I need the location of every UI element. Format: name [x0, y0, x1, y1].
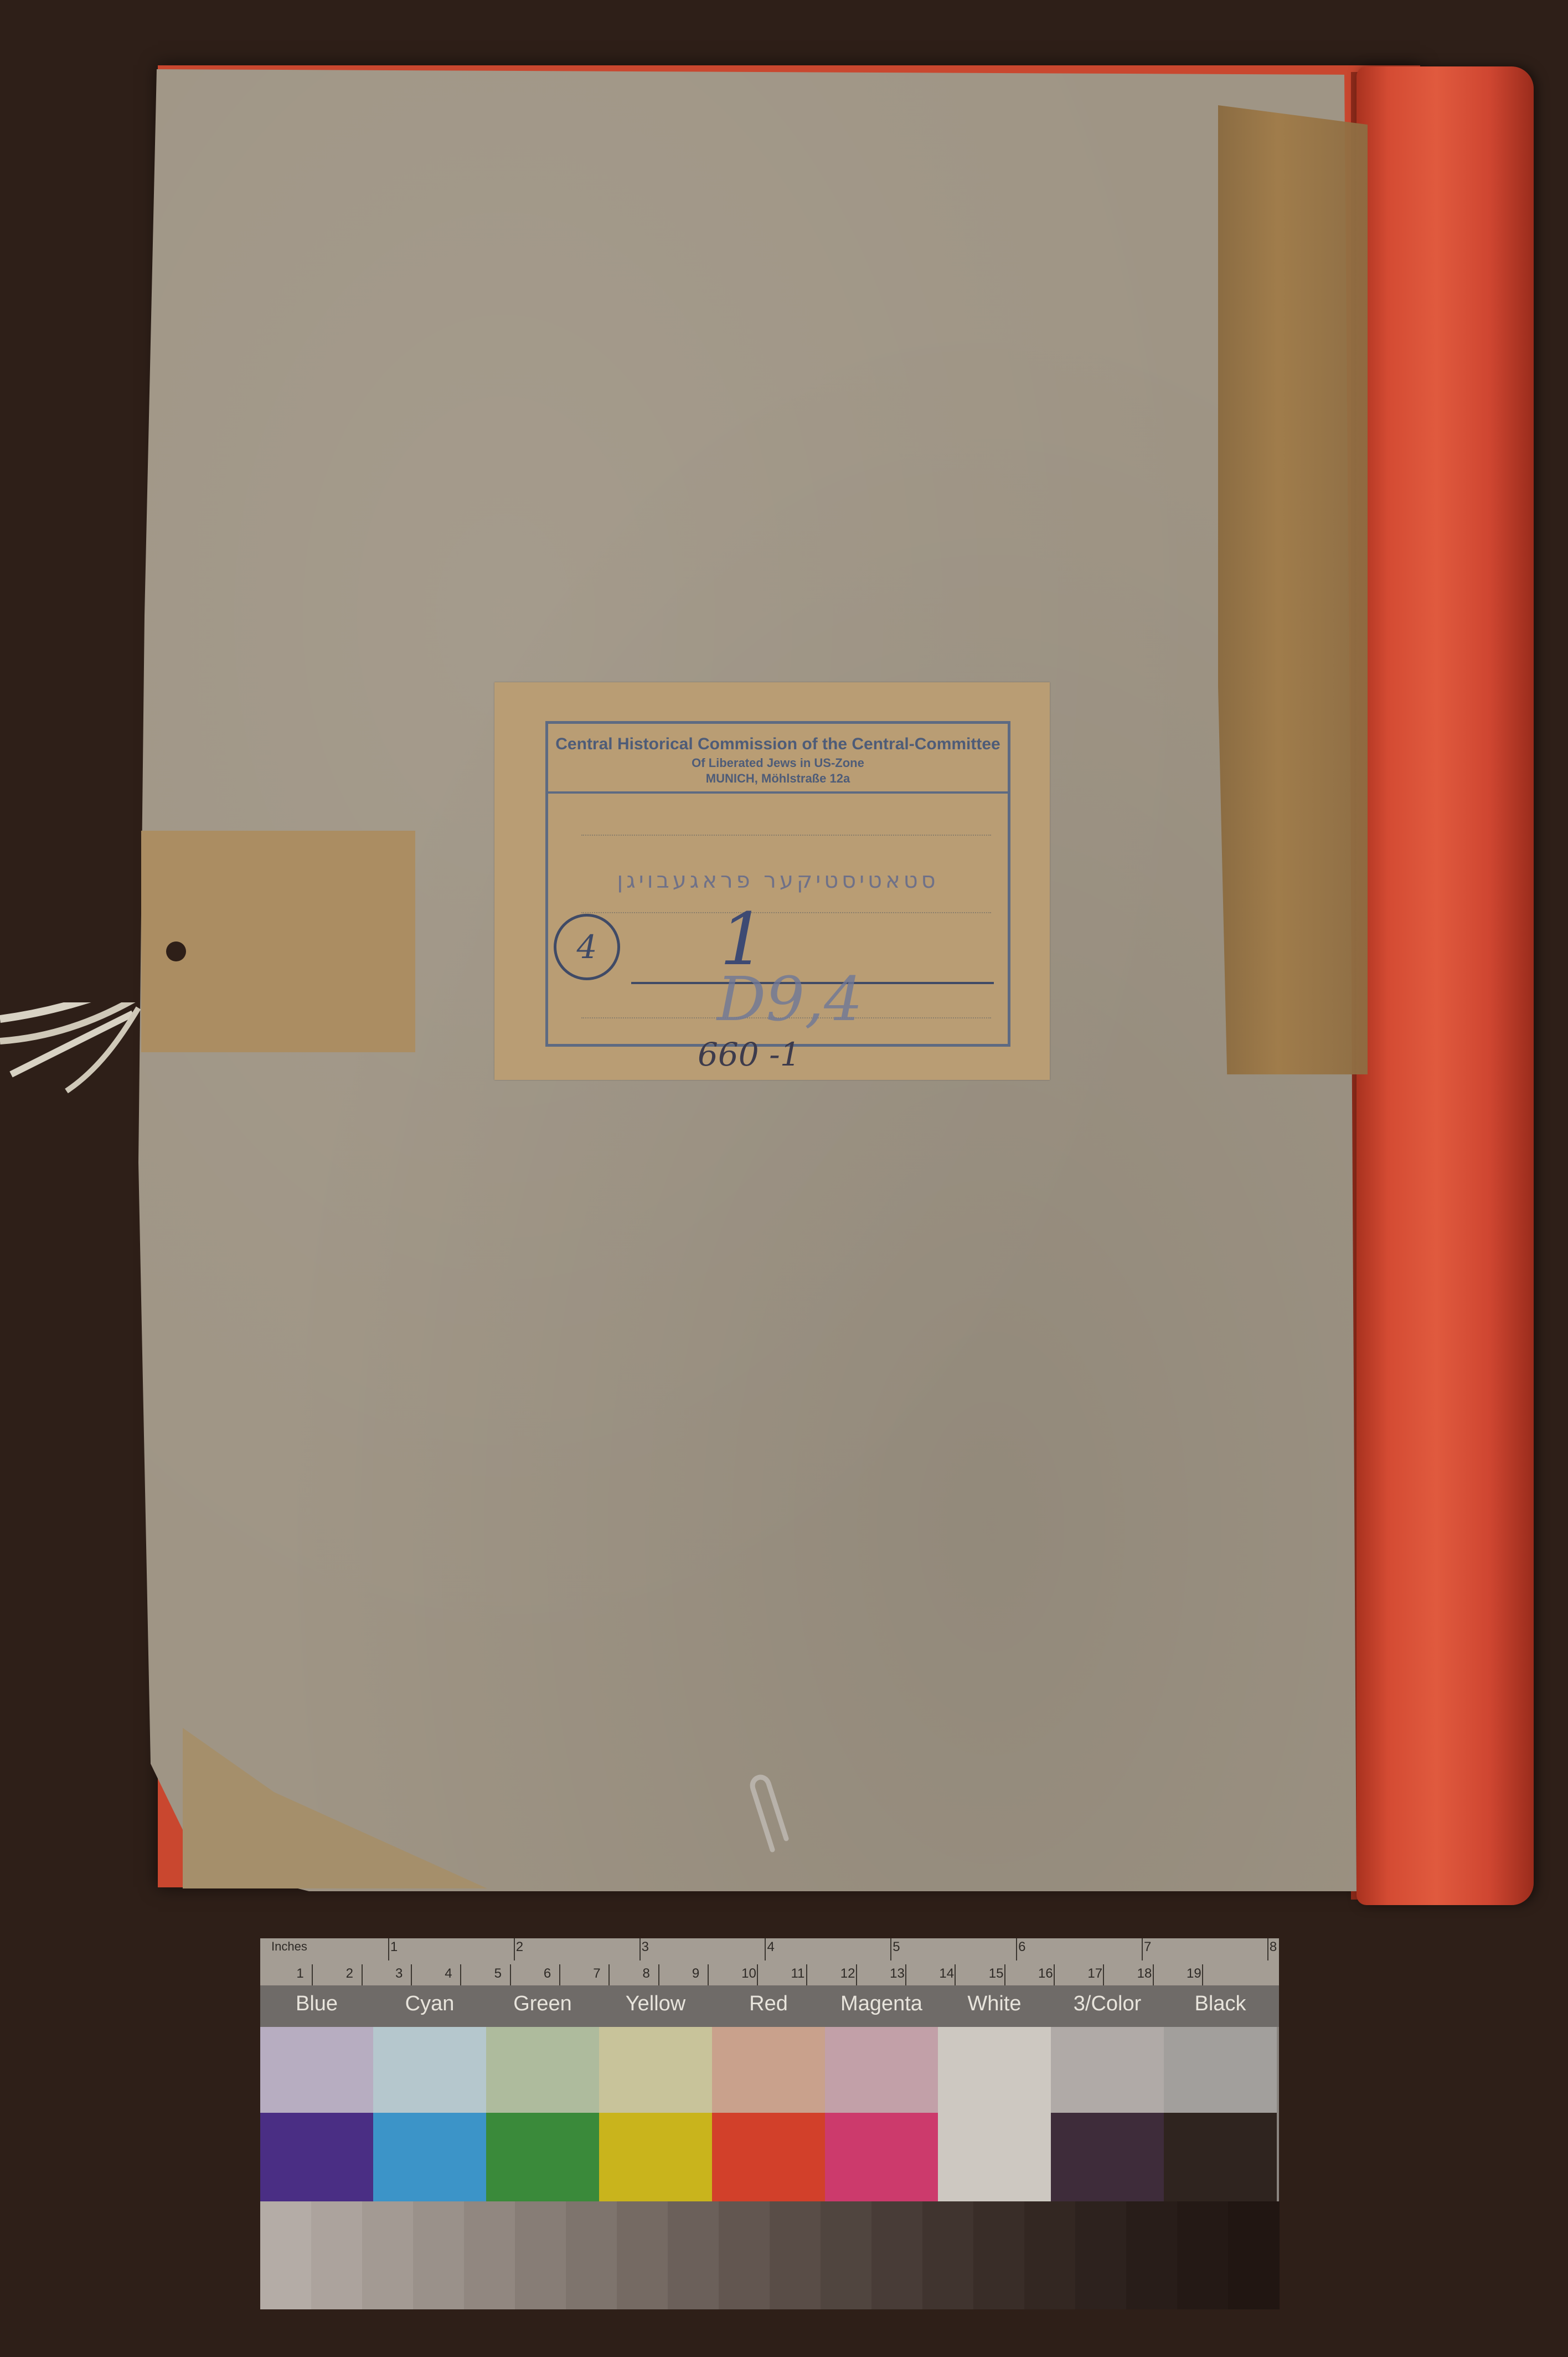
- ruler-cm-label: 16: [1038, 1966, 1053, 1981]
- color-swatch-light: [599, 2027, 712, 2113]
- tape-strip: [1218, 105, 1368, 1074]
- color-swatch-light: [825, 2027, 938, 2113]
- gray-step: [566, 2201, 617, 2309]
- ruler-cm-label: 7: [593, 1966, 601, 1981]
- ruler-cm-label: 14: [939, 1966, 955, 1981]
- gray-step: [922, 2201, 974, 2309]
- dotted-line: [581, 835, 991, 836]
- ruler-cm-tick: [658, 1964, 659, 1985]
- ruler-unit: Inches: [271, 1939, 307, 1953]
- ruler-cm-tick: [608, 1964, 610, 1985]
- ruler-inch-tick: [1016, 1938, 1017, 1960]
- ruler-cm-label: 13: [890, 1966, 905, 1981]
- string-tab: [141, 831, 415, 1052]
- ruler-cm-tick: [362, 1964, 363, 1985]
- ruler-cm-label: 15: [988, 1966, 1004, 1981]
- ruler-inch-tick: [639, 1938, 641, 1960]
- stamp-subtitle: Of Liberated Jews in US-Zone: [692, 756, 864, 770]
- color-name-label: 3/Color: [1073, 1992, 1142, 2015]
- handwritten-reference: 660 -1: [698, 1036, 801, 1073]
- ruler-cm-label: 8: [642, 1966, 650, 1981]
- ruler-cm-tick: [806, 1964, 807, 1985]
- ruler-cm-tick: [559, 1964, 560, 1985]
- dotted-line: [581, 912, 991, 913]
- color-swatch-dark: [712, 2113, 825, 2201]
- ruler-cm-label: 9: [692, 1966, 700, 1981]
- gray-step: [1177, 2201, 1229, 2309]
- ruler-inch-label: 8: [1269, 1939, 1277, 1954]
- ruler: [260, 1938, 1279, 1985]
- ruler-inch-label: 4: [767, 1939, 775, 1954]
- ruler-cm-tick: [1004, 1964, 1005, 1985]
- ruler-cm-label: 11: [791, 1966, 805, 1981]
- ruler-inch-tick: [514, 1938, 515, 1960]
- circled-number: 4: [554, 914, 620, 980]
- ruler-cm-label: 10: [741, 1966, 756, 1981]
- color-name-label: Cyan: [405, 1992, 455, 2015]
- color-name-label: Blue: [295, 1992, 338, 2015]
- gray-step: [1075, 2201, 1127, 2309]
- gray-step: [311, 2201, 363, 2309]
- ruler-cm-label: 3: [395, 1966, 403, 1981]
- gray-step: [821, 2201, 872, 2309]
- ruler-inch-label: 3: [641, 1939, 649, 1954]
- gray-step: [1024, 2201, 1076, 2309]
- gray-step: [1228, 2201, 1280, 2309]
- ruler-cm-label: 6: [543, 1966, 551, 1981]
- stamp-title: Central Historical Commission of the Central-Committee: [555, 735, 1000, 753]
- color-name-label: Magenta: [840, 1992, 922, 2015]
- ruler-inch-tick: [1142, 1938, 1143, 1960]
- ruler-inch-tick: [1267, 1938, 1268, 1960]
- ruler-inch-tick: [388, 1938, 389, 1960]
- ruler-inch-label: 1: [390, 1939, 398, 1954]
- string-hole: [166, 941, 186, 961]
- ruler-cm-tick: [510, 1964, 511, 1985]
- ruler-cm-label: 4: [445, 1966, 452, 1981]
- gray-step: [871, 2201, 923, 2309]
- ruler-cm-tick: [1202, 1964, 1203, 1985]
- hebrew-stamp: סטאטיסטיקער פראגעבויגן: [617, 868, 939, 893]
- ruler-cm-label: 12: [840, 1966, 855, 1981]
- ruler-inch-tick: [765, 1938, 766, 1960]
- ruler-cm-label: 18: [1137, 1966, 1152, 1981]
- stamp-rule: [548, 791, 1008, 794]
- color-swatch-dark: [486, 2113, 599, 2201]
- gray-step: [668, 2201, 719, 2309]
- gray-step: [464, 2201, 515, 2309]
- ruler-cm-label: 19: [1186, 1966, 1201, 1981]
- ruler-cm-tick: [757, 1964, 758, 1985]
- ruler-cm-label: 5: [494, 1966, 502, 1981]
- color-swatch-dark: [260, 2113, 373, 2201]
- handwritten-number: 1: [720, 897, 766, 981]
- color-name-label: Black: [1194, 1992, 1246, 2015]
- ruler-cm-label: 1: [296, 1966, 304, 1981]
- color-name-label: White: [967, 1992, 1022, 2015]
- color-name-label: Green: [513, 1992, 572, 2015]
- ruler-cm-tick: [905, 1964, 906, 1985]
- handwritten-code: D9,4: [717, 964, 863, 1035]
- ruler-cm-label: 17: [1087, 1966, 1103, 1981]
- color-swatch-light: [1164, 2027, 1277, 2113]
- gray-step: [515, 2201, 566, 2309]
- binder-spine: [1356, 66, 1534, 1905]
- ruler-inch-label: 7: [1144, 1939, 1152, 1954]
- ruler-cm-tick: [1103, 1964, 1104, 1985]
- gray-step: [973, 2201, 1025, 2309]
- color-name-label: Yellow: [625, 1992, 686, 2015]
- gray-step: [260, 2201, 312, 2309]
- ruler-cm-tick: [411, 1964, 412, 1985]
- color-swatch-dark: [825, 2113, 938, 2201]
- ruler-inch-label: 5: [893, 1939, 900, 1954]
- color-swatch-light: [486, 2027, 599, 2113]
- color-swatch-dark: [373, 2113, 486, 2201]
- stamp-address: MUNICH, Möhlstraße 12a: [705, 771, 850, 785]
- color-swatch-dark: [938, 2113, 1051, 2201]
- ruler-cm-tick: [1054, 1964, 1055, 1985]
- ruler-cm-tick: [856, 1964, 857, 1985]
- color-swatch-dark: [1051, 2113, 1164, 2201]
- ruler-cm-label: 2: [345, 1966, 353, 1981]
- gray-step: [413, 2201, 465, 2309]
- ruler-inch-label: 6: [1018, 1939, 1026, 1954]
- ruler-cm-tick: [460, 1964, 461, 1985]
- ruler-cm-tick: [1153, 1964, 1154, 1985]
- gray-step: [617, 2201, 668, 2309]
- color-name-label: Red: [749, 1992, 788, 2015]
- ruler-inch-label: 2: [515, 1939, 524, 1954]
- color-swatch-light: [712, 2027, 825, 2113]
- color-swatch-light: [373, 2027, 486, 2113]
- color-names-row: [260, 1985, 1279, 2027]
- ruler-inch-tick: [890, 1938, 891, 1960]
- color-swatch-dark: [1164, 2113, 1277, 2201]
- color-swatch-light: [260, 2027, 373, 2113]
- gray-step: [719, 2201, 770, 2309]
- gray-step: [1126, 2201, 1178, 2309]
- ruler-cm-tick: [955, 1964, 956, 1985]
- ruler-cm-tick: [312, 1964, 313, 1985]
- paperclip-icon: [742, 1772, 792, 1855]
- tie-string: [0, 1002, 177, 1146]
- color-swatch-light: [1051, 2027, 1164, 2113]
- gray-step: [362, 2201, 414, 2309]
- ruler-cm-tick: [708, 1964, 709, 1985]
- color-swatch-light: [938, 2027, 1051, 2113]
- color-swatch-dark: [599, 2113, 712, 2201]
- gray-step: [770, 2201, 821, 2309]
